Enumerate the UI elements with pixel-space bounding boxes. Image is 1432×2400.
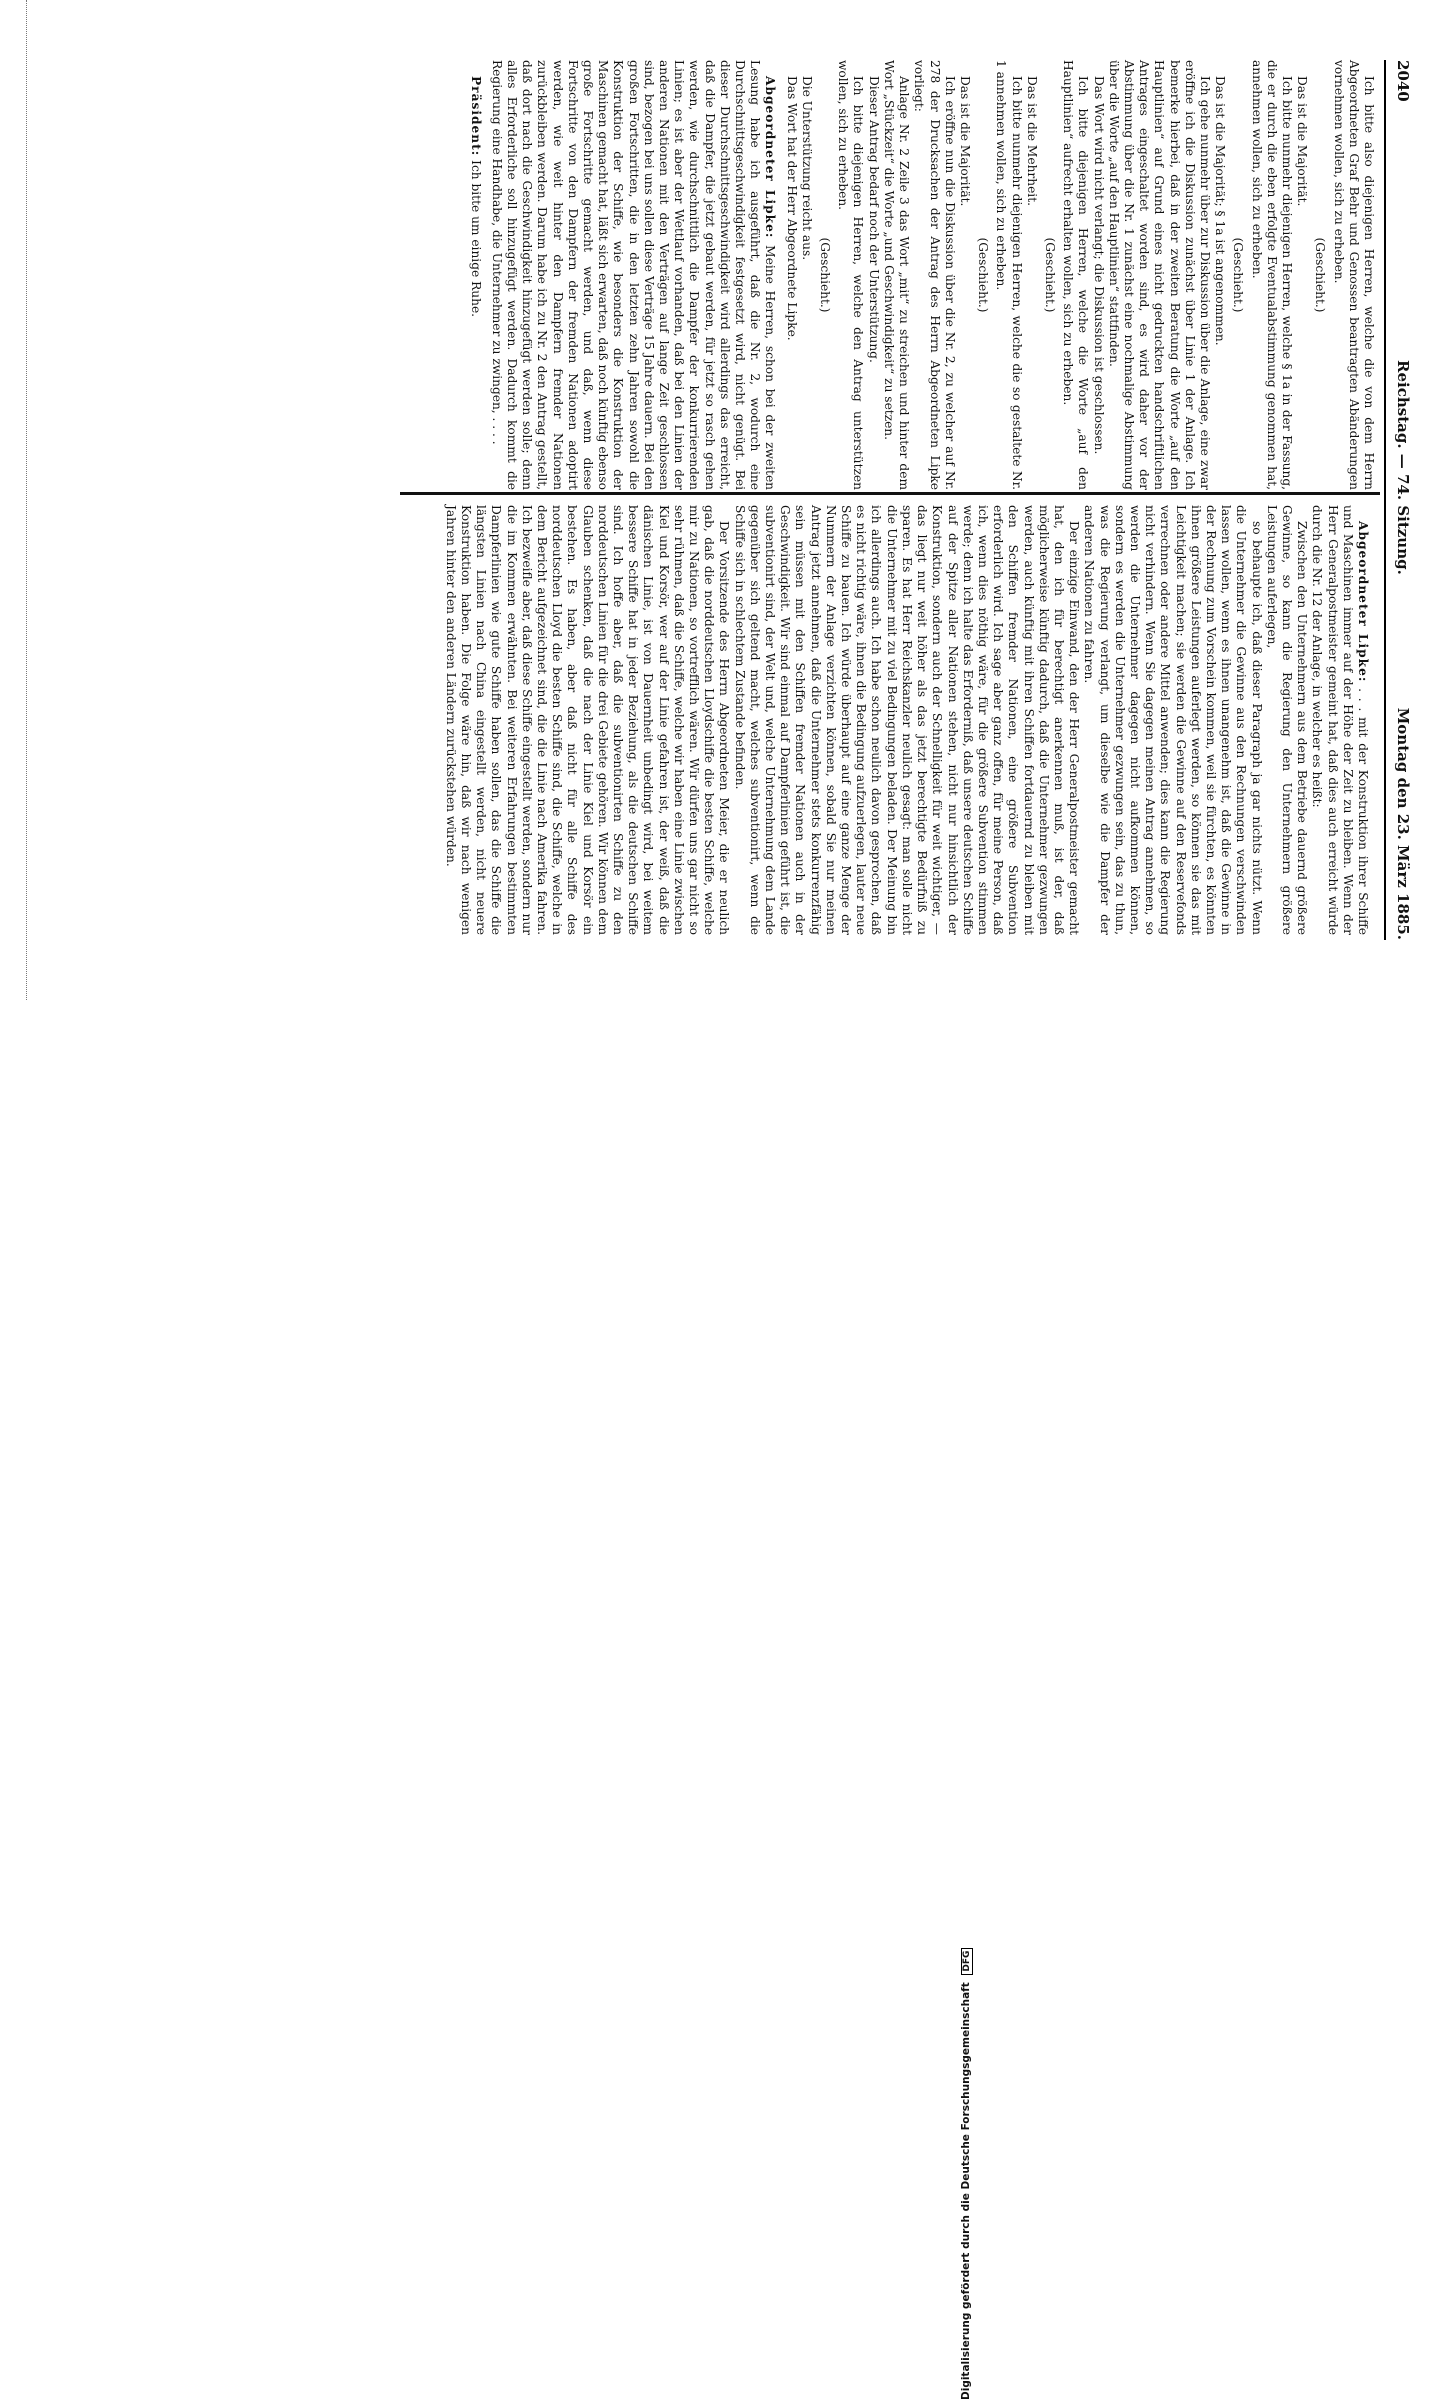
footer-credit <box>960 1400 974 2400</box>
stage-direction: (Geschieht.) <box>1042 237 1057 313</box>
paragraph: Die Unterstützung reicht aus. <box>799 76 814 261</box>
column-divider <box>400 492 1380 495</box>
speaker-name: Präsident: <box>468 76 483 157</box>
paragraph: Ich bitte also diejenigen Herren, welche die von dem Herrn Abgeordneten Graf Behr und Genossen beantragten Abänderungen vornehmen wollen, sich zu erheben. <box>1331 60 1376 490</box>
footer-strip <box>960 968 974 2400</box>
speech-paragraph <box>489 60 778 490</box>
page-header <box>1390 60 1412 940</box>
paragraph: Ich bitte diejenigen Herren, welche die Worte „auf den Hauptlinien“ aufrecht erhalten wollen, sich zu erheben. <box>1061 60 1091 490</box>
paragraph: Der einzige Einwand, den der Herr Generalpostmeister gemacht hat, den ich für berechtigt anerkennen muß, ist der, daß möglicherweise künftig dadurch, daß die Unternehmer gezwungen werden, auch künftig mit ihren Schiffen fortdauernd zu bleiben mit den Schiffen fremder Nationen, eine größere Subvention erforderlich wird. Ich sage aber ganz offen, für meine Person, daß ich, wenn dies nöthig wäre, für die größere Subvention stimmen werde; denn ich halte das Erforderniß, daß unsere deutschen Schiffe auf der Spitze aller Nationen stehen, nicht nur hinsichtlich der Konstruktion, sondern auch der Schnelligkeit für weit wichtiger, — das liegt nur weit höher als das jetzt berechtigte Bedürfniß zu sparen. Es hat Herr Reichskanzler neulich gesagt: man solle nicht die Unternehmer mit zu viel Bedingungen beladen. Der Meinung bin ich allerdings auch. Ich habe schon neulich davon gesprochen, daß es nicht richtig wäre, ihnen die Bedingung aufzuerlegen, lauter neue Schiffe zu bauen. Ich würde überhaupt auf eine ganze Menge der Nummern der Anlage verzichten können, sobald Sie nur meinen Antrag jetzt annehmen, daß die Unternehmer stets konkurrenzfähig sein müssen mit den Schiffen fremder Nationen auch in der Geschwindigkeit. Wir sind einmal auf Dampferlinien geführt ist, die subventionirt sind, der Welt und, welche Unternehmung dem Lande gegenüber sich geltend macht, welches subventionirt, wenn die Schiffe sich in schlechtem Zustande befinden. <box>732 505 1082 935</box>
paragraph: Das ist die Majorität; § 1a ist angenommen. <box>1213 76 1228 346</box>
speech-paragraph <box>1309 505 1370 935</box>
speaker-name: Abgeordneter Lipke: <box>1356 521 1370 683</box>
paragraph: Ich bitte nunmehr diejenigen Herren, welche § 1a in der Fassung, die er durch die eben erfolgte Eventualabstimmung genommen hat, annehmen wollen, sich zu erheben. <box>1249 60 1294 490</box>
speech-paragraph <box>467 60 482 490</box>
paragraph: Ich bitte nunmehr diejenigen Herren, welche die so gestaltete Nr. 1 annehmen wollen, sich zu erheben. <box>994 60 1024 490</box>
paragraph: Ich bitte diejenigen Herren, welche den Antrag unterstützen wollen, sich zu erheben. <box>836 60 866 490</box>
page-number: 2040 <box>1394 60 1412 102</box>
stage-direction: (Geschieht.) <box>1231 237 1246 313</box>
header-rule <box>1384 60 1386 940</box>
footer-credit-text: Digitalisierung gefördert durch die Deutsche Forschungsgemeinschaft <box>960 1982 972 2400</box>
left-column <box>467 60 1376 490</box>
paragraph: Der Vorsitzende des Herrn Abgeordneten Meier, die er neulich gab, daß die norddeutschen Lloydschiffe die besten Schiffe, welche mir zu Nationen, so vortrefflich wären. Wir dürfen uns gar nicht so sehr rühmen, daß die Schiffe, welche wir haben eine Linie zwischen Kiel und Korsör, wer auf der Linie gefahren ist, der weiß, daß die dänischen Linie, ist von Dauernheit unbedingt wird, bei weitem bessere Schiffe hat in jeder Beziehung, als die deutschen Schiffe sind. Ich hoffe aber, daß die subventionirten Schiffe zu den norddeutschen Linien für die drei Gebiete gehören. Wir können dem Glauben schenken, daß die nach der Linie Kiel und Korsör ein bestehen. Es haben, aber daß nicht für alle Schiffe des norddeutschen Lloyd die besten Schiffe sind, die Schiffe, welche in dem Bericht aufgezeichnet sind, die die Linie nach Amerika fahren. Ich bezweifle aber, daß diese Schiffe eingestellt werden, sondern nur die im Kommen erwähnten. Bei weiteren Erfahrungen bestimmten Dampferlinien wie gute Schiffe haben sollen, das die Schiffe die längsten Linien nach China eingestellt werden, nicht neuere Konstruktion haben. Die Folge wäre hin, daß wir nach wenigen Jahren hinter den anderen Ländern zurückstehen würden. <box>443 505 732 935</box>
paragraph: Anlage Nr. 2 Zeile 3 das Wort „mit“ zu streichen und hinter dem Wort „Stückzeit“ die Worte „und Geschwindigkeit“ zu setzen. <box>881 60 912 490</box>
right-column <box>443 505 1376 935</box>
paragraph: Ich eröffne nun die Diskussion über die Nr. 2, zu welcher auf Nr. 278 der Drucksachen der Antrag des Herrn Abgeordneten Lipke vorliegt: <box>912 60 957 490</box>
stage-direction: (Geschieht.) <box>1313 237 1328 313</box>
paragraph: Das Wort wird nicht verlangt; die Diskussion ist geschlossen. <box>1091 76 1106 455</box>
dfg-logo: DFG <box>961 1948 973 1975</box>
speech-text: . . . mit der Konstruktion ihrer Schiffe und Maschinen immer auf der Höhe der Zeit zu bleiben. Wenn der Herr Generalpostmeister gemeint hat, daß dies auch erreicht würde durch die Nr. 12 der Anlage, in welcher es heißt: <box>1310 505 1370 936</box>
paragraph: Ich gehe nunmehr über zur Diskussion über die Anlage, eine zwar eröffne ich die Diskussion zunächst über Linie 1 der Anlage. Ich bemerke hierbei, daß in der zweiten Beratung die Worte „auf den Hauptlinien“ auf Grund eines nicht gedruckten handschriftlichen Antrages eingeschaltet worden sind, es wird daher vor der Abstimmung über die Nr. 1 zunächst eine nochmalige Abstimmung über die Worte „auf den Hauptlinien“ stattfinden. <box>1106 60 1212 490</box>
scanned-page <box>0 0 1432 1000</box>
paragraph: Dieser Antrag bedarf noch der Unterstützung. <box>866 76 881 363</box>
stage-direction: (Geschieht.) <box>976 237 991 313</box>
speech-text: Meine Herren, schon bei der zweiten Lesung habe ich ausgeführt, daß die Nr. 2, wodurch eine Durchschnittsgeschwindigkeit festgesetzt wird, nicht genügt. Bei dieser Durchschnittsgeschwindigkeit wird allerdings das erreicht, daß die Dampfer, die jetzt gebaut werden, für jetzt so rasch gehen werden, wie durchschnittlich die Dampfer der konkurrierenden Linien; es ist aber der Wettlauf vorhanden, daß bei den Linien der anderen Nationen mit den Verträgen auf lange Zeit geschlossen sind, bezogen bei uns sollen diese Verträge 15 Jahre dauern. Bei den großen Fortschritten, die in den letzten zehn Jahren sowohl die Konstruktion der Schiffe, wie besonders die Konstruktion der Maschinen gemacht hat, läßt sich erwarten, daß noch künftig ebenso große Fortschritte gemacht werden, und daß, wenn diese Fortschritte von den Dampfern der fremden Nationen adoptirt werden, wie weit hinter den Dampfern fremder Nationen zurückbleiben werden. Darum habe ich zu Nr. 2 den Antrag gestellt, daß dort nach die Geschwindigkeit hinzugefügt werden solle; denn alles Erforderliche soll hinzugefügt werden. Dadurch kommt die Regierung eine Handhabe, die Unternehmer zu zwingen, . . . . <box>489 60 778 491</box>
speech-text: Ich bitte um einige Ruhe. <box>468 156 483 318</box>
paragraph: Das ist die Mehrheit. <box>1024 76 1039 206</box>
paragraph: so behaupte ich, daß dieser Paragraph ja gar nichts nützt. Wenn die Unternehmer die Gewinne aus den Rechnungen verschwinden lassen wollen, wenn es ihnen unangenehm ist, daß die Gewinne in der Rechnung zum Vorschein kommen, weil sie fürchten, es könnten ihnen größere Leistungen auferlegt werden, so können sie das mit Leichtigkeit machen; sie werden die Gewinne auf den Reservefonds verrechnen oder andere Mittel anwenden; dies kann die Regierung nicht verhindern. Wenn Sie dagegen meinen Antrag annehmen, so werden die Unternehmer dagegen nicht aufkommen können, sondern es werden die Unternehmer gezwungen sein, das zu thun, was die Regierung verlangt, um dieselbe wie die Dampfer der anderen Nationen zu fahren. <box>1082 505 1264 935</box>
header-session: Reichstag. — 74. Sitzung. <box>1394 360 1412 575</box>
speaker-name: Abgeordneter Lipke: <box>763 76 778 239</box>
paragraph: Das ist die Majorität. <box>957 76 972 207</box>
scan-edge-marks <box>23 0 27 1000</box>
paragraph: Das ist die Majorität. <box>1295 76 1310 207</box>
header-date: Montag den 23. März 1885. <box>1394 707 1412 940</box>
paragraph: Zwischen den Unternehmern aus dem Betriebe dauernd größere Gewinne, so kann die Regierung den Unternehmern größere Leistungen auferlegen, <box>1264 505 1310 935</box>
stage-direction: (Geschieht.) <box>818 237 833 313</box>
paragraph: Das Wort hat der Herr Abgeordnete Lipke. <box>784 76 799 341</box>
